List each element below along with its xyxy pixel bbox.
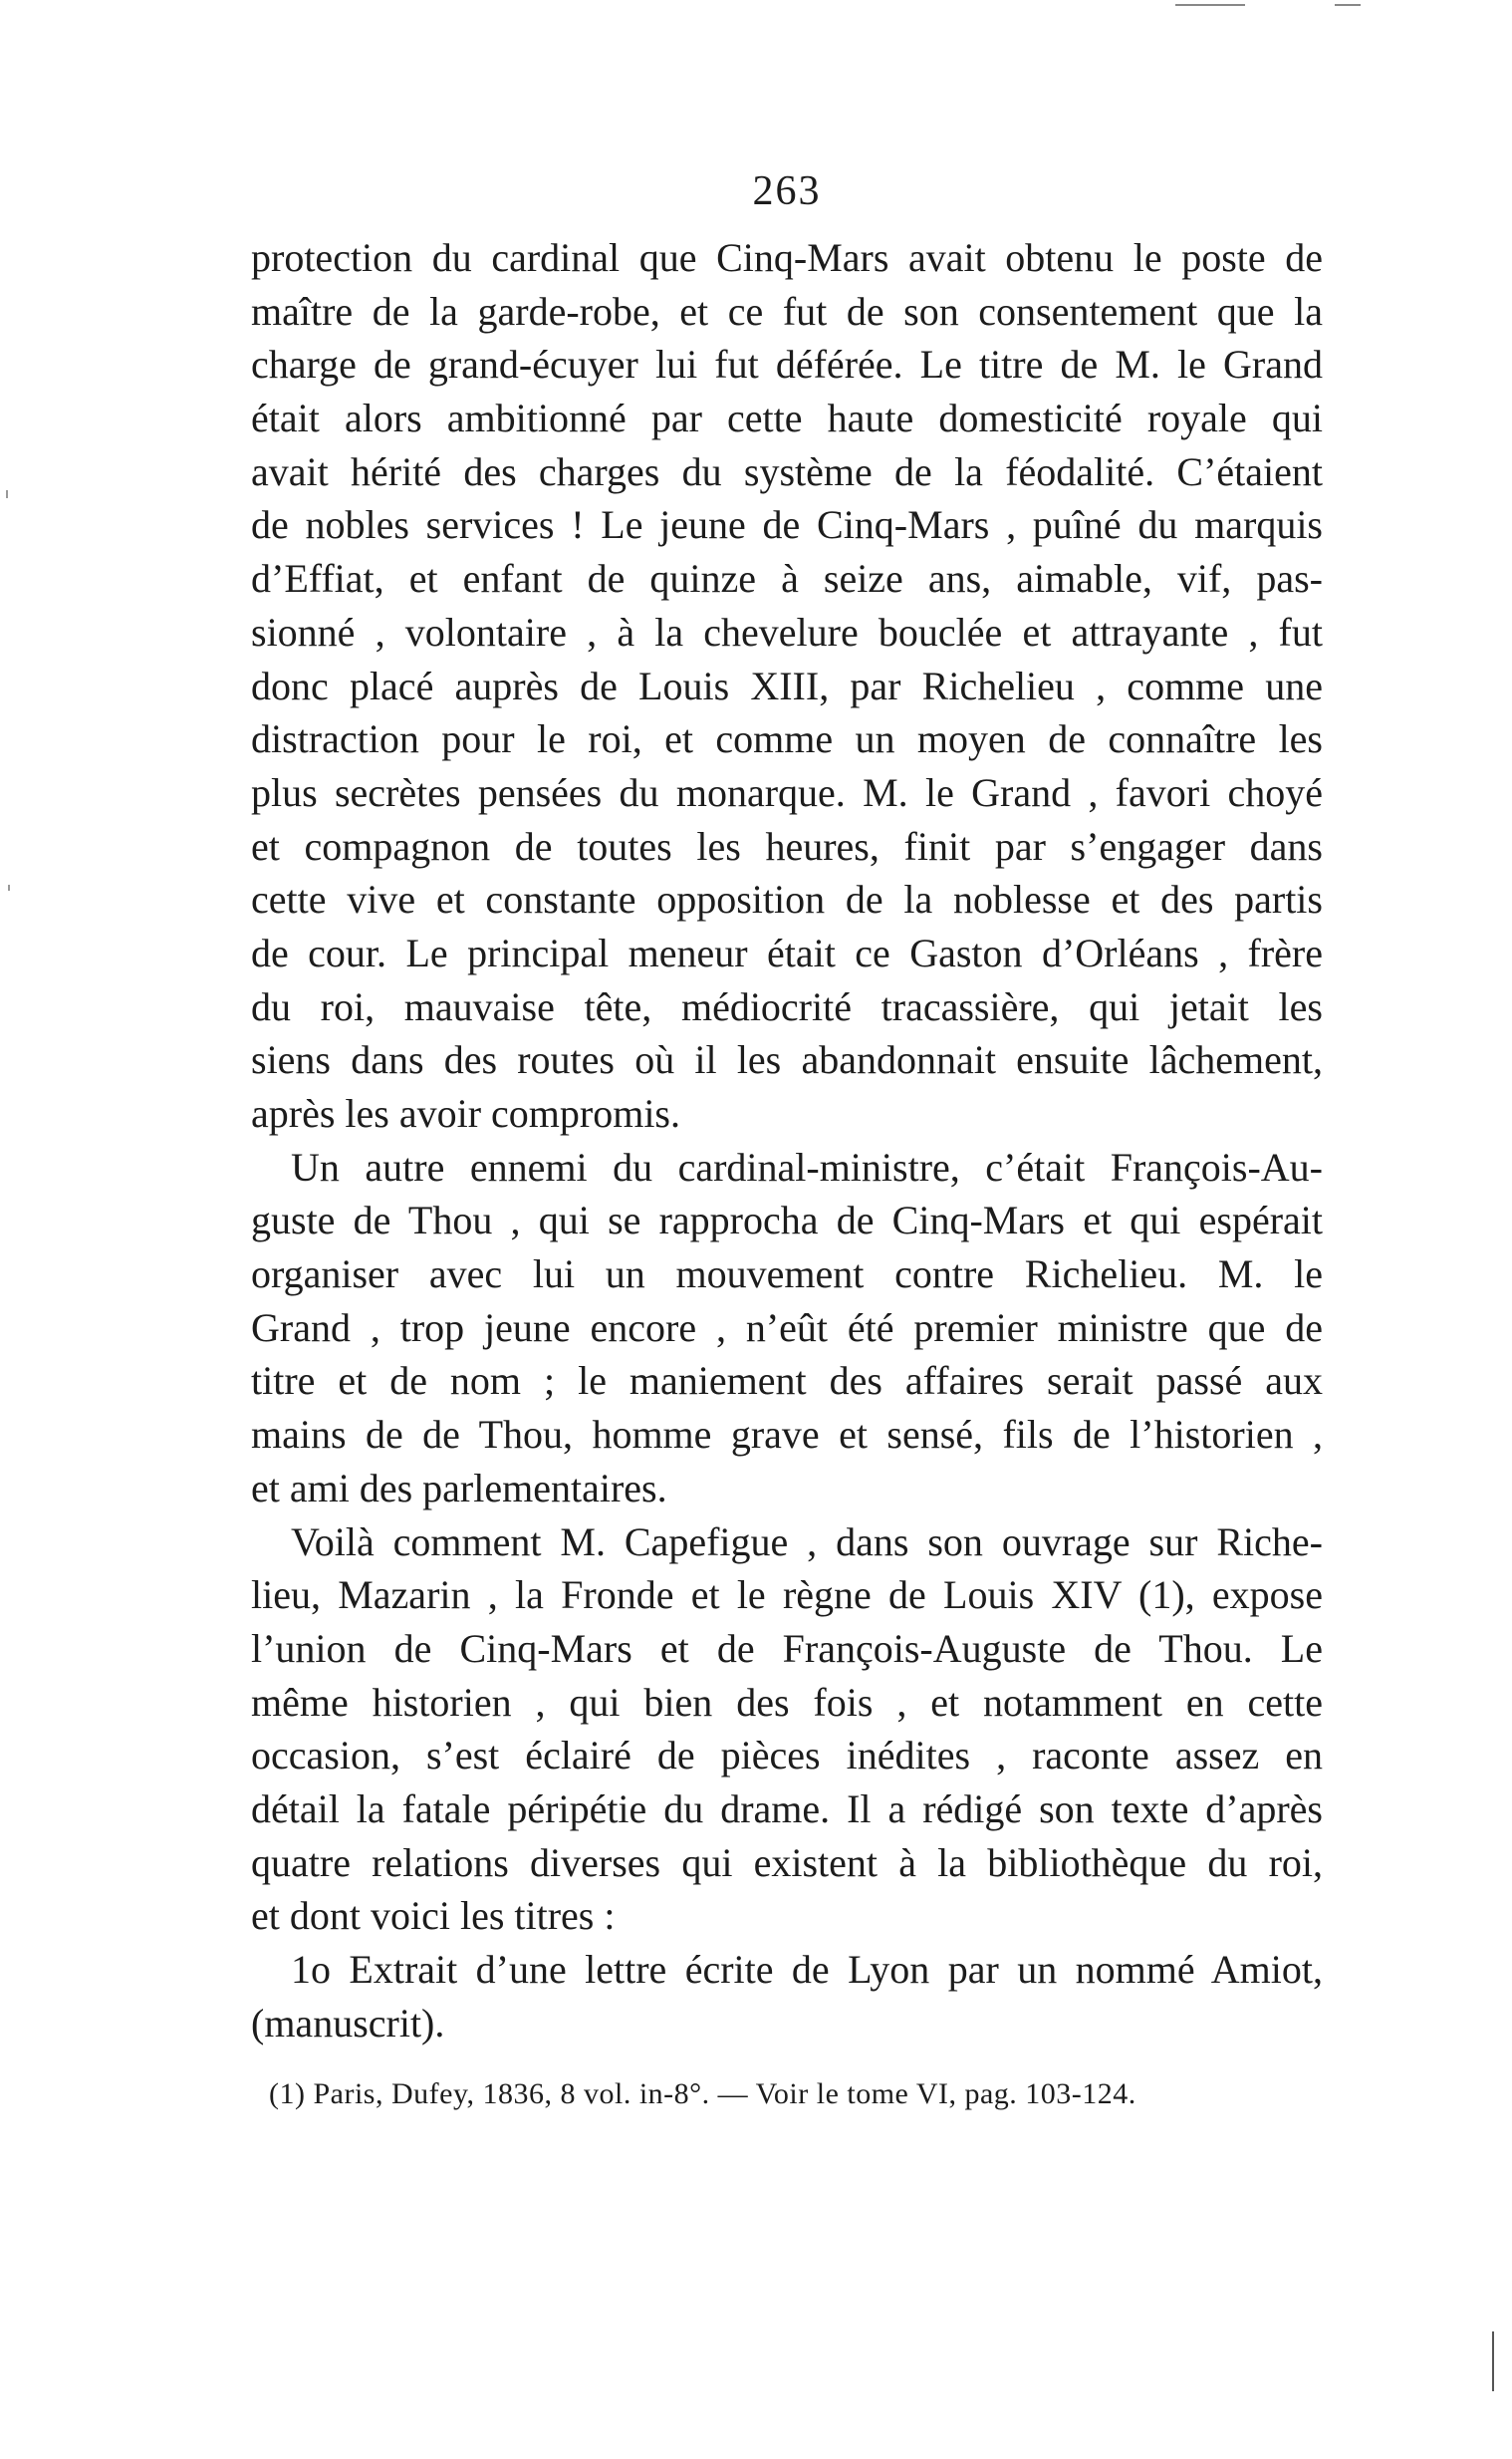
text-line: de nobles services ! Le jeune de Cinq-Mars , puîné du marquis bbox=[251, 502, 1323, 548]
text-line: du roi, mauvaise tête, médiocrité tracassière, qui jetait les bbox=[251, 983, 1323, 1029]
text-line: d’Effiat, et enfant de quinze à seize ans, aimable, vif, pas- bbox=[251, 556, 1323, 602]
text-line: l’union de Cinq-Mars et de François-Auguste de Thou. Le bbox=[251, 1625, 1323, 1671]
footnote: (1) Paris, Dufey, 1836, 8 vol. in-8°. — Voir le tome VI, pag. 103-124. bbox=[269, 2077, 1136, 2110]
paragraph-4 bbox=[251, 1943, 1323, 2049]
text-line: de cour. Le principal meneur était ce Gaston d’Orléans , frère bbox=[251, 930, 1323, 975]
text-line: après les avoir compromis. bbox=[251, 1091, 680, 1136]
text-line: Grand , trop jeune encore , n’eût été premier ministre que de bbox=[251, 1304, 1323, 1350]
text-line: mains de de Thou, homme grave et sensé, fils de l’historien , bbox=[251, 1412, 1323, 1458]
text-line: maître de la garde-robe, et ce fut de son consentement que la bbox=[251, 288, 1323, 334]
text-line: plus secrètes pensées du monarque. M. le Grand , favori choyé bbox=[251, 769, 1323, 815]
text-line: lieu, Mazarin , la Fronde et le règne de Louis XIV (1), expose bbox=[251, 1572, 1323, 1618]
scan-speck bbox=[6, 490, 8, 498]
text-line: cette vive et constante opposition de la noblesse et des partis bbox=[251, 877, 1323, 923]
scan-edge-mark bbox=[1175, 4, 1245, 6]
text-line: sionné , volontaire , à la chevelure bouclée et attrayante , fut bbox=[251, 609, 1323, 655]
scan-speck bbox=[8, 885, 10, 891]
page-number: 263 bbox=[752, 168, 822, 214]
scan-edge-mark bbox=[1492, 2331, 1494, 2391]
text-line: organiser avec lui un mouvement contre Richelieu. M. le bbox=[251, 1251, 1323, 1297]
text-line: 1o Extrait d’une lettre écrite de Lyon par un nommé Amiot, bbox=[291, 1947, 1323, 1992]
text-line: avait hérité des charges du système de la féodalité. C’étaient bbox=[251, 448, 1323, 494]
text-line: était alors ambitionné par cette haute domesticité royale qui bbox=[251, 396, 1323, 441]
text-line: détail la fatale péripétie du drame. Il a rédigé son texte d’après bbox=[251, 1785, 1323, 1831]
text-line: titre et de nom ; le maniement des affaires serait passé aux bbox=[251, 1358, 1323, 1404]
text-line: occasion, s’est éclairé de pièces inédites , raconte assez en bbox=[251, 1733, 1323, 1778]
text-line: et dont voici les titres : bbox=[251, 1893, 616, 1939]
text-line: même historien , qui bien des fois , et notamment en cette bbox=[251, 1679, 1323, 1725]
paragraph-2 bbox=[251, 1141, 1323, 1515]
text-line: quatre relations diverses qui existent à la bibliothèque du roi, bbox=[251, 1839, 1323, 1885]
scan-edge-mark bbox=[1335, 4, 1361, 6]
text-line: et compagnon de toutes les heures, finit par s’engager dans bbox=[251, 823, 1323, 869]
text-line: charge de grand-écuyer lui fut déférée. Le titre de M. le Grand bbox=[251, 342, 1323, 388]
text-line: distraction pour le roi, et comme un moyen de connaître les bbox=[251, 716, 1323, 762]
text-line: Un autre ennemi du cardinal-ministre, c’était François-Au- bbox=[291, 1144, 1323, 1190]
text-line: siens dans des routes où il les abandonnait ensuite lâchement, bbox=[251, 1037, 1323, 1083]
text-line: donc placé auprès de Louis XIII, par Richelieu , comme une bbox=[251, 663, 1323, 708]
text-line: guste de Thou , qui se rapprocha de Cinq-Mars et qui espérait bbox=[251, 1198, 1323, 1243]
text-line: (manuscrit). bbox=[251, 2000, 445, 2046]
paragraph-1 bbox=[251, 231, 1323, 1141]
body-text bbox=[251, 231, 1323, 2049]
text-line: protection du cardinal que Cinq-Mars avait obtenu le poste de bbox=[251, 235, 1323, 280]
text-line: Voilà comment M. Capefigue , dans son ouvrage sur Riche- bbox=[291, 1518, 1323, 1564]
paragraph-3 bbox=[251, 1515, 1323, 1944]
text-line: et ami des parlementaires. bbox=[251, 1465, 667, 1510]
